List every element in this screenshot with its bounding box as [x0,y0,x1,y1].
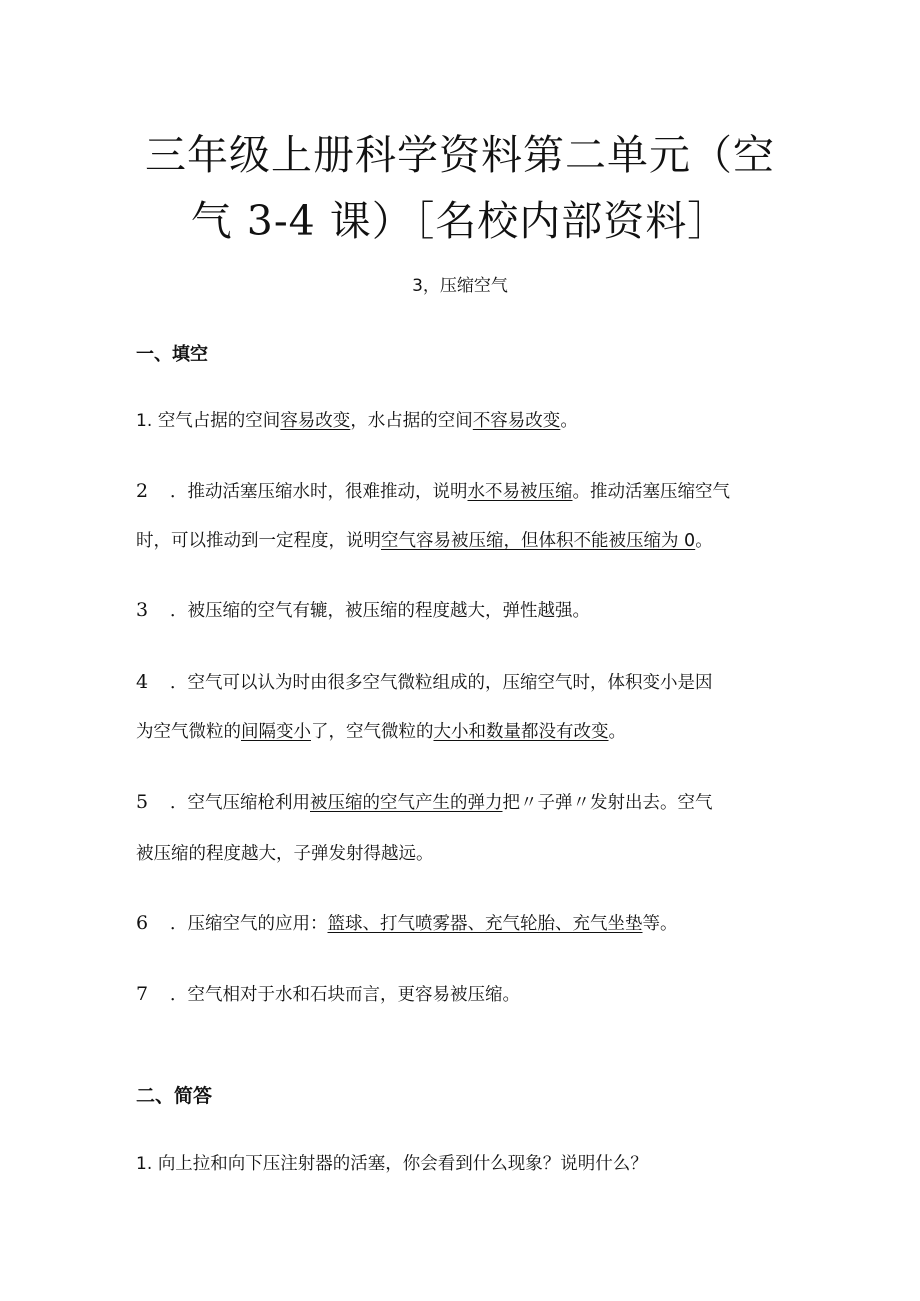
fill-item-1: 1. 空气占据的空间容易改变，水占据的空间不容易改变。 [136,411,578,431]
fill-item-7: 7 ．空气相对于水和石块而言，更容易被压缩。 [136,983,520,1005]
document-title-line-2: 气 3-4 课）［名校内部资料］ [190,197,730,245]
answer-blank: 空气容易被压缩，但体积不能被压缩为 0 [381,531,696,551]
answer-blank: 篮球、打气喷雾器、充气轮胎、充气坐垫 [327,914,643,934]
fill-item-4-continued: 为空气微粒的间隔变小了，空气微粒的大小和数量都没有改变。 [136,722,626,742]
short-answer-question-1: 1. 向上拉和向下压注射器的活塞，你会看到什么现象？说明什么？ [136,1154,648,1174]
answer-blank: 水不易被压缩 [467,482,573,502]
lesson-subtitle: 3，压缩空气 [412,276,508,296]
item-number: 6 [136,912,149,934]
fill-item-4: 4 ．空气可以认为时由很多空气微粒组成的，压缩空气时，体积变小是因 [136,671,713,693]
document-title-line-1: 三年级上册科学资料第二单元（空 [145,131,775,179]
fill-item-3: 3 ．被压缩的空气有辘，被压缩的程度越大，弹性越强。 [136,599,590,621]
answer-blank: 不容易改变 [472,411,561,431]
item-number: 1. [136,1154,153,1174]
item-number: 2 [136,480,149,502]
answer-blank: 容易改变 [280,411,351,431]
answer-blank: 大小和数量都没有改变 [433,722,609,742]
fill-item-5: 5 ．空气压缩枪利用被压缩的空气产生的弹力把〃子弹〃发射出去。空气 [136,791,713,813]
answer-blank: 间隔变小 [241,722,311,742]
item-number: 1. [136,411,153,431]
fill-item-5-continued: 被压缩的程度越大，子弹发射得越远。 [136,844,434,864]
item-number: 3 [136,599,149,621]
section-heading-fill-in: 一、填空 [136,344,208,365]
item-number: 5 [136,791,149,813]
fill-item-2-continued: 时，可以推动到一定程度，说明空气容易被压缩，但体积不能被压缩为 0。 [136,531,713,551]
answer-blank: 被压缩的空气产生的弹力 [310,793,503,813]
item-number: 7 [136,983,149,1005]
section-heading-short-answer: 二、简答 [136,1085,213,1107]
fill-item-6: 6 ．压缩空气的应用：篮球、打气喷雾器、充气轮胎、充气坐垫等。 [136,912,678,934]
fill-item-2: 2 ．推动活塞压缩水时，很难推动，说明水不易被压缩。推动活塞压缩空气 [136,480,730,502]
item-number: 4 [136,671,149,693]
